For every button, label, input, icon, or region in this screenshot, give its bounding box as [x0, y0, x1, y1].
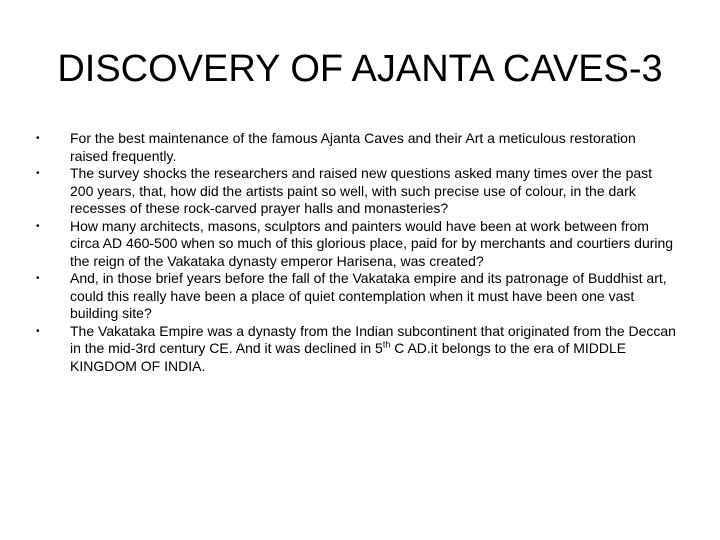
ordinal-superscript: th — [382, 339, 391, 350]
bullet-text: For the best maintenance of the famous Ajanta Caves and their Art a meticulous restoration raised frequently. — [70, 130, 636, 164]
bullet-item-1 — [36, 130, 676, 165]
bullet-marker: • — [36, 325, 40, 337]
bullet-marker: • — [36, 168, 40, 179]
bullet-text: And, in those brief years before the fall of the Vakataka empire and its patronage of Buddhist art, could this really have been a place of quiet contemplation when it must have been one vast building site? — [70, 270, 667, 321]
bullet-item-4 — [36, 270, 676, 323]
bullet-marker: • — [36, 133, 40, 144]
bullet-text-part: The Vakataka Empire was a dynasty from the Indian subcontinent that originated from the Deccan in the mid-3rd century CE. And it was declined in 5 — [70, 322, 676, 356]
slide-title: DISCOVERY OF AJANTA CAVES-3 — [57, 48, 663, 90]
bullet-item-2 — [36, 165, 676, 218]
bullet-item-5 — [36, 323, 676, 376]
bullet-text: How many architects, masons, sculptors and painters would have been at work between from circa AD 460-500 when so much of this glorious place, paid for by merchants and courtiers during the reign of the Vakataka dynasty emperor Harisena, was created? — [70, 217, 674, 269]
bullet-list — [36, 130, 676, 375]
bullet-marker: • — [36, 273, 40, 284]
bullet-text: The survey shocks the researchers and raised new questions asked many times over the past 200 years, that, how did the artists paint so well, with such precise use of colour, in the dark recesses of these rock-carved prayer halls and monasteries? — [70, 165, 653, 216]
bullet-item-3 — [36, 218, 676, 271]
bullet-marker: • — [36, 220, 40, 232]
bullet-text-part: C AD.it belongs to the era of MIDDLE KINGDOM OF INDIA. — [70, 340, 627, 374]
